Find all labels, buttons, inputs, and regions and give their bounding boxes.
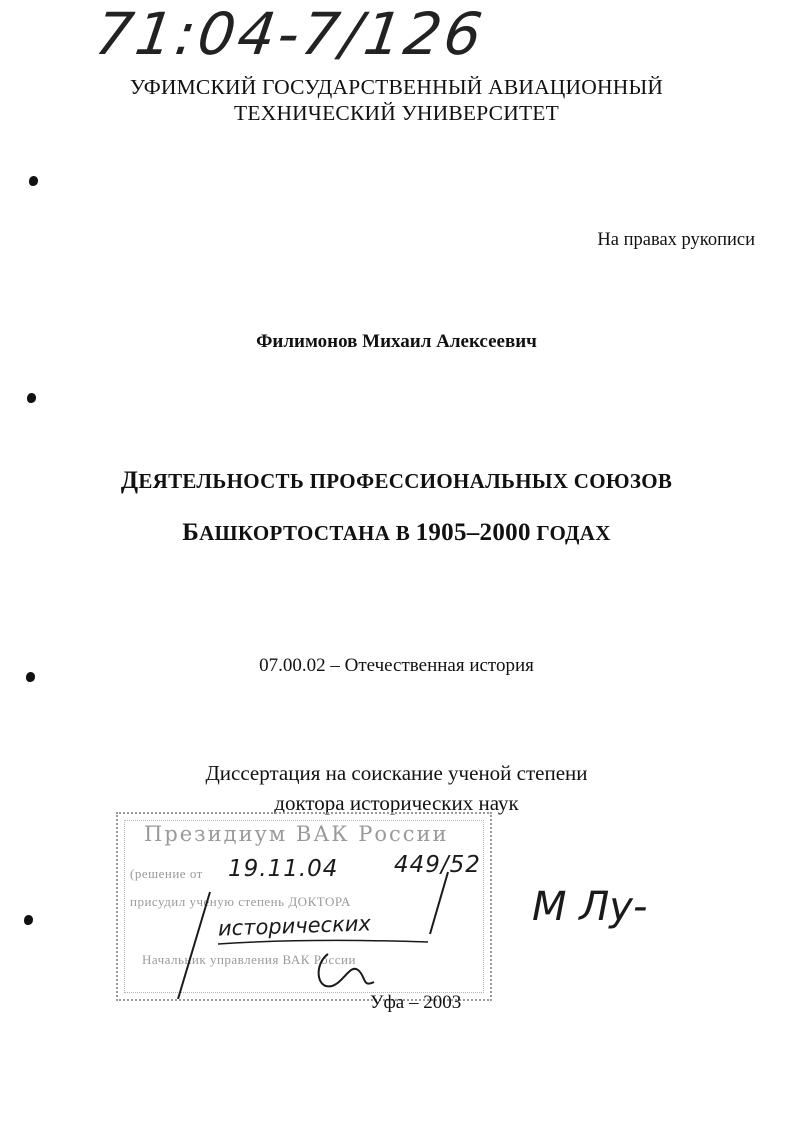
binding-hole-mark [27, 393, 36, 403]
handwritten-signature [528, 858, 668, 943]
degree-line-2: доктора исторических наук [274, 791, 519, 815]
specialty-code: 07.00.02 – Отечественная история [259, 655, 534, 676]
binding-hole-mark [26, 672, 35, 682]
vak-approval-stamp [116, 812, 492, 1001]
stamp-decision-date: 19.11.04 [228, 856, 339, 882]
stamp-signature-strokes [118, 814, 490, 999]
title-line-2 [0, 507, 793, 559]
binding-hole-mark [24, 915, 33, 925]
degree-line-1: Диссертация на соискание ученой степени [205, 761, 588, 785]
title-line-2-years: 1905–2000 [415, 519, 531, 546]
degree-statement [0, 758, 793, 818]
stamp-head-line: Начальник управления ВАК России [142, 952, 356, 967]
handwritten-archive-code: 71:04-7/126 [91, 0, 490, 68]
stamp-decision-prefix: (решение от [130, 866, 203, 881]
title-line-2-end: ГОДАХ [530, 521, 611, 545]
title-line-1-initial: Д [120, 467, 139, 494]
university-line-2: ТЕХНИЧЕСКИЙ УНИВЕРСИТЕТ [234, 101, 559, 125]
place-and-year: Уфа – 2003 [370, 992, 462, 1013]
stamp-field-handwritten: исторических [217, 911, 372, 941]
stamp-decision-number: 449/52 [394, 852, 481, 878]
university-line-1: УФИМСКИЙ ГОСУДАРСТВЕННЫЙ АВИАЦИОННЫЙ [129, 75, 664, 99]
title-line-2-initial: Б [182, 519, 200, 546]
stamp-title: Президиум ВАК России [144, 822, 449, 846]
title-line-1 [0, 455, 793, 507]
stamp-awarded-line: присудил ученую степень ДОКТОРА [130, 894, 351, 909]
author-name: Филимонов Михаил Алексеевич [256, 331, 537, 352]
manuscript-rights-note: На правах рукописи [597, 230, 755, 250]
title-line-1-rest: ЕЯТЕЛЬНОСТЬ ПРОФЕССИОНАЛЬНЫХ СОЮЗОВ [138, 469, 673, 493]
dissertation-title [0, 455, 793, 559]
side-signature-text: М Лу- [532, 884, 648, 930]
title-line-2-mid: АШКОРТОСТАНА В [199, 521, 416, 545]
university-name [0, 74, 793, 126]
binding-hole-mark [29, 176, 38, 186]
